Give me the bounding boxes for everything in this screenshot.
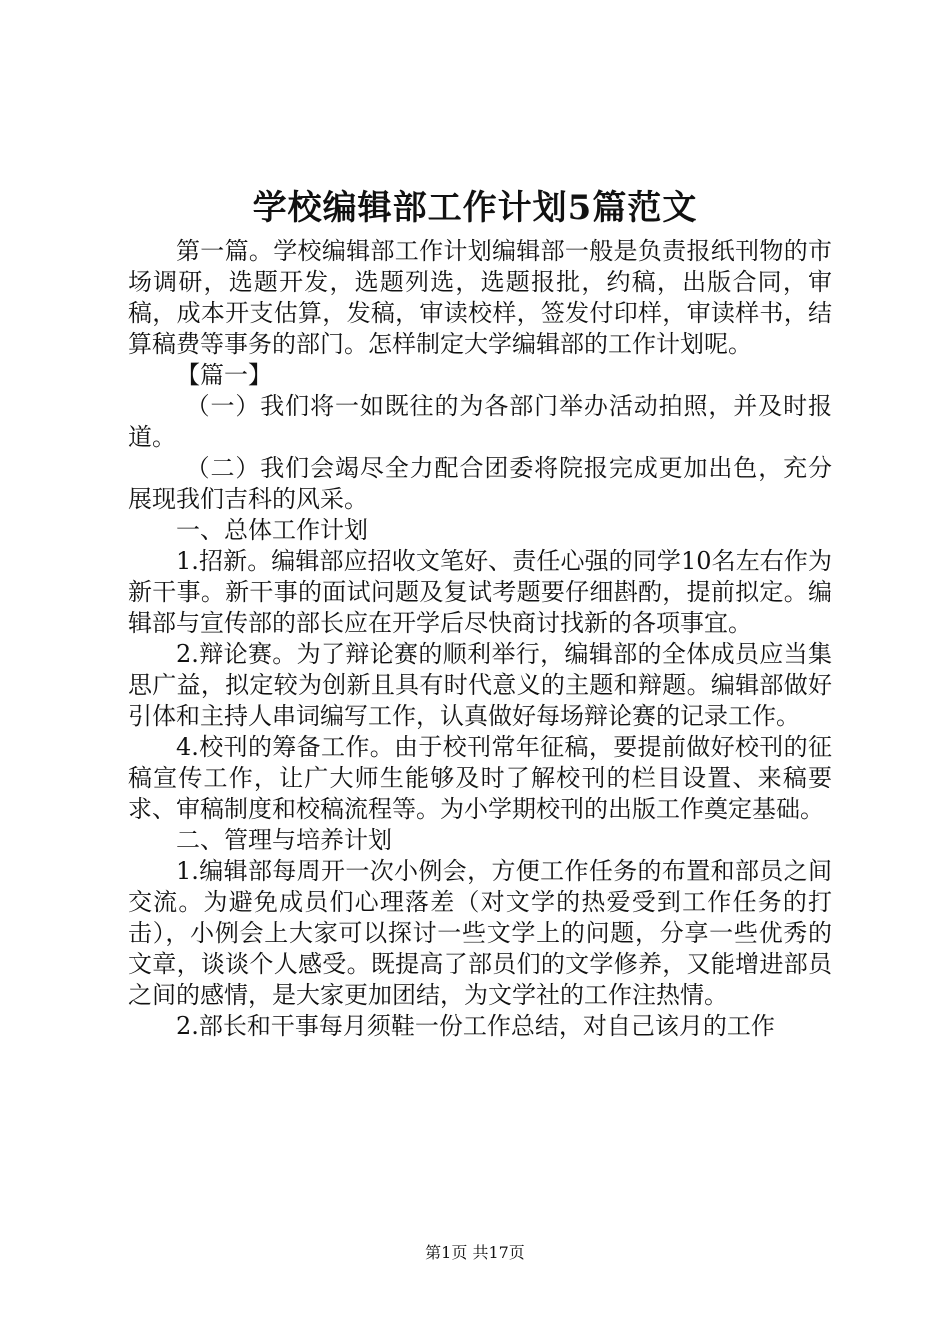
section-heading-part-one: 【篇一】 xyxy=(176,361,272,389)
paragraph-weekly-meeting: 1.编辑部每周开一次小例会，方便工作任务的布置和部员之间交流。为避免成员们心理落差（对文学的热爱受到工作任务的打击），小例会上大家可以探讨一些文学上的问题，分享一些优秀的文章，谈谈个人感受。既提高了部员们的文学修养，又能增进部员之间的感情，是大家更加团结，为文学社的工作注热情。 xyxy=(128,857,832,1009)
paragraph-debate: 2.辩论赛。为了辩论赛的顺利举行，编辑部的全体成员应当集思广益，拟定较为创新且具有时代意义的主题和辩题。编辑部做好引体和主持人串词编写工作，认真做好每场辩论赛的记录工作。 xyxy=(128,640,832,730)
heading-overall-plan: 一、总体工作计划 xyxy=(176,516,368,544)
paragraph-item-one: （一）我们将一如既往的为各部门举办活动拍照，并及时报道。 xyxy=(128,392,832,451)
page-footer: 第1页 共17页 xyxy=(425,1243,525,1262)
paragraph-item-two: （二）我们会竭尽全力配合团委将院报完成更加出色，充分展现我们吉科的风采。 xyxy=(128,454,832,513)
heading-management-plan: 二、管理与培养计划 xyxy=(176,826,392,854)
document-body xyxy=(128,236,832,1042)
paragraph-intro: 第一篇。学校编辑部工作计划编辑部一般是负责报纸刊物的市场调研，选题开发，选题列选，选题报批，约稿，出版合同，审稿，成本开支估算，发稿，审读校样，签发付印样，审读样书，结算稿费等事务的部门。怎样制定大学编辑部的工作计划呢。 xyxy=(128,237,832,358)
paragraph-recruitment: 1.招新。编辑部应招收文笔好、责任心强的同学10名左右作为新干事。新干事的面试问题及复试考题要仔细斟酌，提前拟定。编辑部与宣传部的部长应在开学后尽快商讨找新的各项事宜。 xyxy=(128,547,832,637)
document-title: 学校编辑部工作计划5篇范文 xyxy=(252,188,698,228)
paragraph-monthly-summary: 2.部长和干事每月须鞋一份工作总结，对自己该月的工作 xyxy=(176,1012,775,1040)
paragraph-school-journal: 4.校刊的筹备工作。由于校刊常年征稿，要提前做好校刊的征稿宣传工作，让广大师生能够及时了解校刊的栏目设置、来稿要求、审稿制度和校稿流程等。为小学期校刊的出版工作奠定基础。 xyxy=(128,733,832,823)
